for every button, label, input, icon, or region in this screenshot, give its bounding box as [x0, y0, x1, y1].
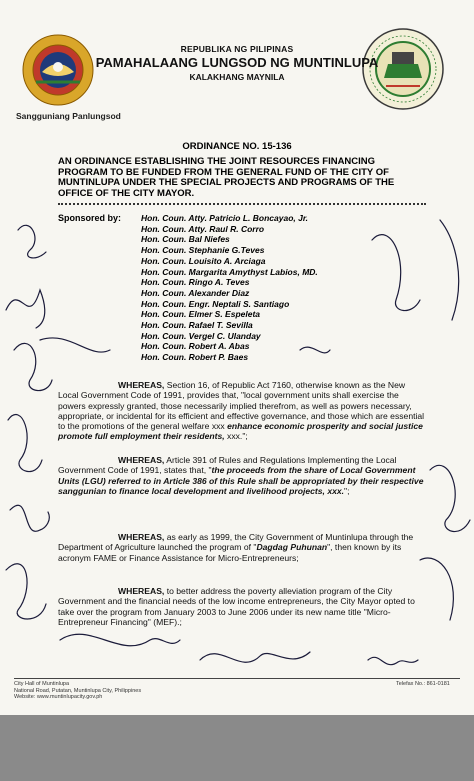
whereas-label: WHEREAS, — [118, 380, 165, 390]
sponsor-name: Hon. Coun. Louisito A. Arciaga — [141, 255, 266, 266]
sponsor-name: Hon. Coun. Elmer S. Espeleta — [141, 309, 261, 320]
footer-telefax: Telefax No.: 861-0181 — [396, 681, 450, 687]
whereas-label: WHEREAS, — [118, 455, 165, 465]
signature-mark — [10, 505, 49, 531]
letterhead-city-government: PAMAHALAANG LUNGSOD NG MUNTINLUPA — [95, 55, 379, 70]
whereas-paragraph-3: WHEREAS, as early as 1999, the City Government of Muntinlupa through the Department of Agriculture launched the program of "Dagdag Puhunan", then known by its acronym FAME or Finance Assistance for Micro-Entrepreneurs; — [58, 532, 414, 563]
signature-mark — [18, 225, 46, 258]
signature-mark — [60, 634, 180, 646]
ordinance-title: AN ORDINANCE ESTABLISHING THE JOINT RESOURCES FINANCING PROGRAM TO BE FUNDED FROM THE GENERAL FUND OF THE CITY OF MUNTINLUPA UNDER THE SPECIAL PROJECTS AND PROGRAMS OF THE OFFICE OF THE CITY MAYOR. — [58, 156, 395, 199]
sponsor-name: Hon. Coun. Robert P. Baes — [141, 352, 249, 363]
signature-mark — [368, 657, 418, 664]
footer-divider — [14, 678, 460, 679]
dotted-divider — [58, 203, 426, 205]
council-name: Sangguniang Panlungsod — [16, 111, 121, 121]
signature-mark — [440, 220, 459, 320]
sponsor-name: Hon. Coun. Rafael T. Sevilla — [141, 320, 253, 331]
signature-mark — [200, 652, 310, 662]
whereas-label: WHEREAS, — [118, 532, 165, 542]
whereas-paragraph-1: WHEREAS, Section 16, of Republic Act 7160, otherwise known as the New Local Government Code of 1991, provides that, "local government units shall exercise the powers expressly granted, those necessarily implied therefrom, as well as powers necessary, appropriate, or incidental for its efficient and effective governance, and those which are essential to the promotions of the general welfare xxx enhance economic prosperity and social justice promote full employment their residents, xxx."; — [58, 380, 425, 442]
letterhead-republic: REPUBLIKA NG PILIPINAS — [180, 44, 294, 54]
sponsors-list — [141, 213, 318, 363]
signature-mark — [430, 465, 470, 531]
letterhead — [0, 44, 474, 82]
footer-website: Website: www.muntinlupacity.gov.ph — [14, 694, 103, 701]
whereas-paragraph-2: WHEREAS, Article 391 of Rules and Regulations Implementing the Local Government Code of 1991, states that, "the proceeds from the share of Local Government Units (LGU) referred to in Article 386 of this Rule shall be appropriated by their respective sanggunian to finance local development and livelihood projects, xxx."; — [58, 455, 424, 496]
signature-mark — [6, 290, 45, 328]
sponsor-name: Hon. Coun. Bal Niefes — [141, 234, 230, 245]
sponsors-label: Sponsored by: — [58, 213, 122, 223]
signature-mark — [6, 564, 46, 619]
letterhead-region: KALAKHANG MAYNILA — [189, 72, 285, 82]
whereas-paragraph-4: WHEREAS, to better address the poverty alleviation program of the City Government and the financial needs of the low income entrepreneurs, the City Mayor opted to take over the program from January 2003 to June 2006 under its new name title "Micro-Entrepreneur Financing" (MEF).; — [58, 586, 415, 627]
ordinance-number: ORDINANCE NO. 15-136 — [182, 141, 292, 152]
signature-mark — [40, 338, 110, 352]
signature-mark — [14, 343, 52, 390]
sponsor-name: Hon. Coun. Alexander Diaz — [141, 287, 250, 298]
footer-city-hall: City Hall of Muntinlupa — [14, 681, 70, 687]
sponsor-name: Hon. Coun. Atty. Patricio L. Boncayao, Jr. — [141, 213, 309, 223]
footer-street: National Road, Putatan, Muntinlupa City, Philippines — [14, 687, 142, 694]
sponsor-name: Hon. Coun. Margarita Amythyst Labios, MD. — [141, 266, 318, 277]
sponsor-name: Hon. Coun. Ringo A. Teves — [141, 277, 250, 288]
footer-address — [14, 681, 141, 701]
whereas-label: WHEREAS, — [118, 586, 165, 596]
scan-margin — [0, 715, 474, 781]
sponsor-name: Hon. Coun. Stephanie G.Teves — [141, 245, 265, 256]
sponsor-name: Hon. Coun. Vergel C. Ulanday — [141, 330, 261, 341]
signature-mark — [372, 235, 420, 311]
sponsor-name: Hon. Coun. Atty. Raul R. Corro — [141, 223, 265, 234]
signature-mark — [8, 415, 42, 472]
sponsor-name: Hon. Coun. Engr. Neptali S. Santiago — [141, 298, 290, 309]
sponsor-name: Hon. Coun. Robert A. Abas — [141, 341, 250, 352]
